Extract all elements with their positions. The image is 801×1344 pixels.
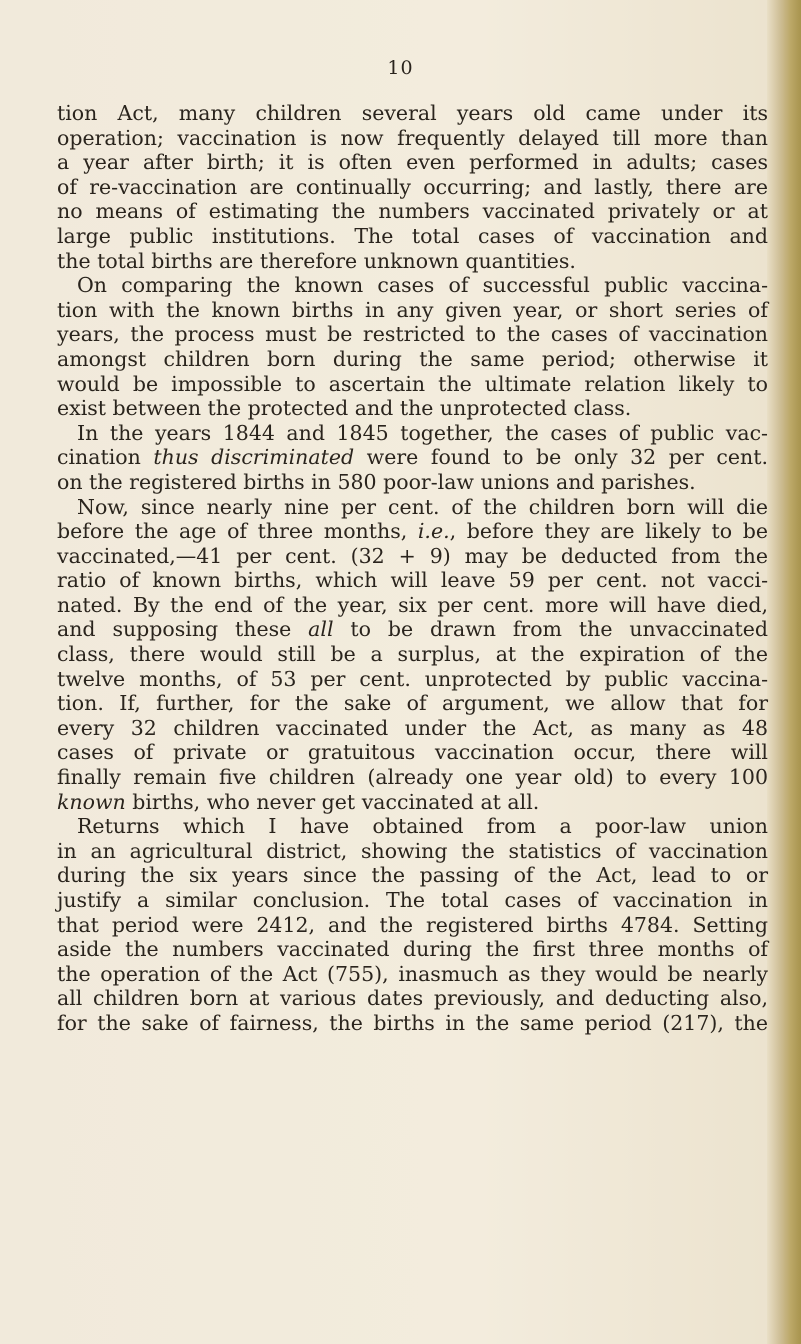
text-line: a year after birth; it is often even performed in adults; cases [57,150,768,175]
text-line: the operation of the Act (755), inasmuch as they would be nearly [57,961,768,986]
text-line: that period were 2412, and the registered births 4784. Setting [57,912,768,937]
text-line: the total births are therefore unknown quantities. [57,248,576,273]
text-line: known births, who never get vaccinated at all. [57,789,540,814]
text-line: no means of estimating the numbers vaccinated privately or at [57,199,768,224]
text-line: would be impossible to ascertain the ultimate relation likely to [57,371,768,396]
text-line: during the six years since the passing of the Act, lead to or [57,863,768,888]
paragraph-start-line: In the years 1844 and 1845 together, the cases of public vac- [77,420,768,445]
body-text [57,101,768,1036]
text-line: tion Act, many children several years old came under its [57,101,768,125]
paragraph-start-line: Returns which I have obtained from a poor-law union [77,814,768,839]
text-line: large public institutions. The total cases of vaccination and [57,223,768,248]
text-line: vaccinated,—41 per cent. (32 + 9) may be deducted from the [57,543,768,568]
italic-phrase: all [308,617,334,642]
italic-phrase: i.e. [417,519,450,544]
text-line: on the registered births in 580 poor-law unions and parishes. [57,469,696,494]
paragraph-start-line: Now, since nearly nine per cent. of the children born will die [77,494,768,519]
page-number: 10 [387,57,414,79]
text-line: years, the process must be restricted to the cases of vaccination [57,322,768,347]
text-line: aside the numbers vaccinated during the first three months of [57,937,768,962]
text-line: for the sake of fairness, the births in the same period (217), the [57,1010,768,1035]
text-line: all children born at various dates previously, and deducting also, [57,986,768,1011]
text-line: and supposing these all to be drawn from the unvaccinated [57,617,768,642]
text-line: before the age of three months, i.e., before they are likely to be [57,519,768,544]
text-line: every 32 children vaccinated under the Act, as many as 48 [57,715,768,740]
text-line: nated. By the end of the year, six per cent. more will have died, [57,592,768,617]
italic-phrase: thus discriminated [153,445,355,470]
text-line: finally remain five children (already one year old) to every 100 [57,765,768,790]
text-line: ratio of known births, which will leave 59 per cent. not vacci- [57,568,768,593]
paragraph-start-line: On comparing the known cases of successful public vaccina- [77,273,768,298]
text-line: of re-vaccination are continually occurring; and lastly, there are [57,174,768,199]
text-line: operation; vaccination is now frequently delayed till more than [57,125,768,150]
text-line: twelve months, of 53 per cent. unprotected by public vaccina- [57,666,768,691]
text-line: justify a similar conclusion. The total cases of vaccination in [57,888,768,912]
italic-phrase: known [57,789,126,814]
text-line: cination thus discriminated were found to be only 32 per cent. [57,445,768,470]
text-line: tion with the known births in any given year, or short series of [57,297,768,322]
text-line: in an agricultural district, showing the statistics of vaccination [57,838,768,863]
book-binding-edge [767,0,801,1344]
text-line: class, there would still be a surplus, at the expiration of the [57,642,768,667]
text-line: exist between the protected and the unprotected class. [57,396,632,421]
text-line: amongst children born during the same period; otherwise it [57,346,768,371]
text-line: tion. If, further, for the sake of argument, we allow that for [57,691,768,716]
text-line: cases of private or gratuitous vaccination occur, there will [57,740,768,765]
